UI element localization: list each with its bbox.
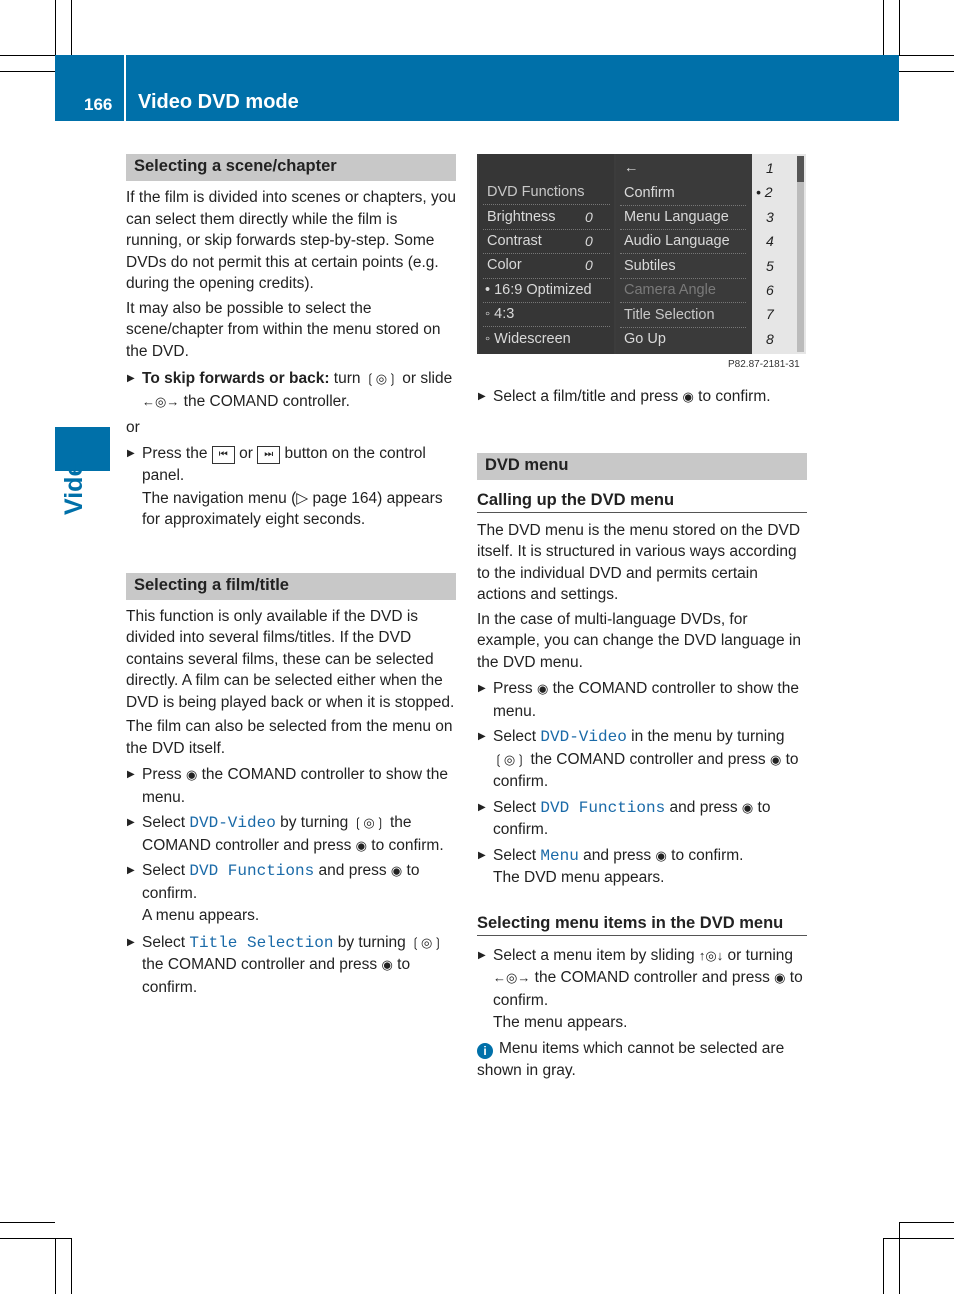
instruction-step — [126, 764, 456, 809]
screen-item: ◦ Widescreen — [485, 331, 571, 347]
crop-mark — [899, 0, 900, 55]
controller-slide-icon: ←◎→ — [493, 970, 531, 985]
step-note: The menu appears. — [493, 1014, 628, 1031]
step-note: The DVD menu appears. — [493, 869, 665, 886]
step-text: to confirm. — [493, 750, 799, 790]
step-text: to confirm. — [693, 388, 771, 405]
screen-item: Subtiles — [624, 258, 676, 274]
instruction-step — [126, 812, 456, 857]
info-text: Menu items which cannot be selected are shown in gray. — [477, 1039, 785, 1079]
instruction-step — [477, 678, 807, 723]
title-number: 4 — [766, 233, 774, 249]
step-text: the COMAND controller and press — [142, 956, 382, 973]
screen-item-disabled: Camera Angle — [624, 282, 716, 298]
menu-term: Title Selection — [189, 933, 334, 952]
instruction-step — [477, 726, 807, 794]
controller-press-icon: ◉ — [774, 970, 786, 985]
screen-divider — [620, 253, 746, 254]
crop-mark — [0, 71, 55, 72]
section-heading-dvd-menu: DVD menu — [477, 453, 807, 480]
menu-term: DVD-Video — [540, 728, 627, 746]
crop-mark — [71, 1238, 72, 1294]
controller-turn-icon: ❲◎❳ — [410, 934, 444, 950]
step-text: Select a film/title and press — [493, 388, 683, 405]
step-text: Select a menu item by sliding — [493, 946, 699, 964]
controller-press-icon: ◉ — [769, 751, 782, 767]
step-text: Select — [493, 798, 541, 816]
step-text: to confirm. — [493, 969, 803, 1009]
instruction-step — [477, 945, 807, 1034]
step-text: by turning — [333, 933, 411, 951]
instruction-step — [126, 443, 456, 531]
title-number: 1 — [766, 160, 774, 176]
step-text: Select — [142, 933, 190, 951]
step-text: the COMAND controller and press — [526, 750, 770, 768]
title-number: 6 — [766, 282, 774, 298]
right-column — [477, 386, 807, 1082]
step-text: the COMAND controller and press — [530, 969, 775, 986]
controller-slide-vertical-icon: ↑◎↓ — [698, 947, 724, 963]
menu-term: DVD-Video — [189, 814, 276, 832]
chapter-title: Video DVD mode — [138, 91, 299, 113]
crop-mark — [0, 55, 55, 56]
crop-mark — [883, 1238, 954, 1239]
step-text: Press the — [142, 444, 212, 462]
screen-value: 0 — [585, 209, 593, 225]
info-note — [477, 1038, 807, 1082]
controller-press-icon: ◉ — [536, 681, 549, 696]
screen-item: Go Up — [624, 331, 666, 347]
controller-press-icon: ◉ — [355, 837, 367, 853]
screen-item: Audio Language — [624, 233, 730, 249]
submenu-column — [616, 154, 750, 354]
instruction-step — [126, 368, 456, 413]
step-note: A menu appears. — [142, 907, 260, 924]
step-text: and press — [665, 798, 742, 816]
screen-divider — [620, 229, 746, 230]
subheading: Calling up the DVD menu — [477, 491, 807, 513]
title-number: 7 — [766, 306, 774, 322]
paragraph: This function is only available if the DVD is divided into several films/titles. If the DVD contains several films, these can be selected directly. A film can be selected either when the DVD is being played back or when it is stopped. — [126, 607, 455, 711]
menu-term: DVD Functions — [540, 798, 666, 817]
instruction-step — [126, 932, 456, 1000]
controller-press-icon: ◉ — [390, 863, 403, 878]
crop-mark — [0, 1238, 71, 1239]
step-text: or turning — [723, 946, 794, 964]
controller-slide-icon: ←◎→ — [142, 393, 180, 409]
step-text: by turning — [275, 814, 353, 831]
page-number: 166 — [84, 95, 113, 114]
screen-divider — [620, 278, 746, 279]
step-text: the COMAND controller. — [179, 392, 350, 410]
screen-item: • 16:9 Optimized — [485, 282, 592, 298]
controller-press-icon: ◉ — [682, 389, 694, 404]
controller-press-icon: ◉ — [655, 847, 667, 863]
step-text: or — [234, 444, 258, 462]
step-text: to confirm. — [366, 836, 444, 854]
screen-scrollbar — [797, 156, 804, 352]
subheading: Selecting menu items in the DVD menu — [477, 914, 807, 936]
screen-item: Color — [487, 257, 522, 273]
screen-divider — [483, 302, 610, 303]
crop-mark — [899, 55, 954, 56]
image-caption: P82.87-2181-31 — [728, 359, 800, 370]
paragraph: The film can also be selected from the menu on the DVD itself. — [126, 718, 453, 757]
title-number: 8 — [766, 331, 774, 347]
crop-mark — [883, 0, 884, 55]
step-note: The navigation menu (▷ page 164) appears for approximately eight seconds. — [142, 489, 443, 528]
info-icon: i — [477, 1043, 493, 1059]
screen-divider — [483, 253, 610, 254]
step-text: button on the control panel. — [142, 444, 426, 484]
screen-divider — [483, 229, 610, 230]
screen-item: Brightness — [487, 209, 556, 225]
screen-divider — [483, 326, 610, 327]
header-divider — [124, 55, 126, 121]
paragraph: If the film is divided into scenes or chapters, you can select them directly while the film is running, or skip forwards step-by-step. Some DVDs do not permit this at certain points (e.g. during the opening credits). — [126, 189, 456, 292]
screen-divider — [483, 278, 610, 279]
crop-mark — [55, 1238, 56, 1294]
paragraph: It may also be possible to select the scene/chapter from within the menu stored on the DVD. — [126, 299, 441, 360]
section-heading-film: Selecting a film/title — [126, 573, 456, 600]
step-text: and press — [578, 846, 656, 864]
screen-divider — [620, 327, 746, 328]
screen-divider — [620, 205, 746, 206]
instruction-step — [126, 860, 456, 927]
instruction-step — [477, 845, 807, 889]
title-number-column — [752, 154, 806, 354]
skip-back-icon: ⏮ — [212, 446, 235, 464]
step-text: the COMAND controller to show the menu. — [493, 680, 799, 720]
paragraph: The DVD menu is the menu stored on the DVD itself. It is structured in various ways according to the individual DVD and permits certain actions and settings. — [477, 521, 801, 603]
step-text: or slide — [397, 370, 453, 387]
screen-divider — [620, 302, 746, 303]
section-heading-scene: Selecting a scene/chapter — [126, 154, 456, 181]
dvd-functions-column — [479, 154, 614, 354]
step-text: the COMAND controller and press — [142, 814, 412, 854]
crop-mark — [883, 1238, 884, 1294]
crop-mark — [899, 1222, 900, 1294]
instruction-step — [477, 797, 807, 842]
controller-press-icon: ◉ — [741, 799, 754, 815]
controller-press-icon: ◉ — [185, 767, 198, 782]
instruction-step — [477, 386, 807, 409]
paragraph: In the case of multi-language DVDs, for example, you can change the DVD language in the DVD menu. — [477, 610, 801, 671]
step-text: Select — [493, 846, 541, 864]
screen-value: 0 — [585, 233, 593, 249]
screen-item: DVD Functions — [487, 184, 585, 200]
controller-turn-icon: ❲◎❳ — [364, 371, 398, 386]
left-column — [126, 154, 456, 999]
step-text: Press — [142, 766, 186, 783]
step-text: in the menu by turning — [626, 728, 785, 745]
skip-forward-icon: ⏭ — [257, 446, 280, 464]
menu-term: DVD Functions — [189, 862, 315, 880]
step-text: turn — [329, 370, 365, 387]
step-text: to confirm. — [142, 956, 411, 996]
step-text: Press — [493, 680, 537, 697]
screen-scroll-thumb — [797, 156, 804, 182]
menu-term: Menu — [540, 846, 579, 865]
crop-mark — [899, 1222, 954, 1223]
or-text: or — [126, 419, 140, 436]
back-arrow-icon: ← — [624, 160, 639, 176]
crop-mark — [899, 71, 954, 72]
title-number-selected: • 2 — [756, 184, 773, 200]
controller-press-icon: ◉ — [381, 957, 393, 972]
crop-mark — [0, 1222, 55, 1223]
step-text: and press — [314, 862, 391, 879]
screen-item: Confirm — [624, 185, 675, 201]
step-text: the COMAND controller to show the menu. — [142, 766, 448, 806]
screen-divider — [483, 204, 610, 205]
crop-mark — [55, 0, 56, 55]
step-text: to confirm. — [666, 846, 744, 864]
step-text: Select — [142, 862, 190, 879]
screen-item: Menu Language — [624, 209, 729, 225]
title-number: 5 — [766, 258, 774, 274]
step-bold: To skip forwards or back: — [142, 370, 330, 387]
step-text: Select — [142, 814, 190, 831]
step-text: to confirm. — [493, 798, 771, 838]
step-text: to confirm. — [142, 862, 420, 902]
screen-item: ◦ 4:3 — [485, 306, 515, 322]
title-number: 3 — [766, 209, 774, 225]
side-tab-label: Video — [60, 447, 88, 515]
crop-mark — [71, 0, 72, 55]
screen-value: 0 — [585, 257, 593, 273]
screen-item-highlighted: Title Selection — [624, 307, 715, 323]
step-text: Select — [493, 728, 541, 745]
screen-item: Contrast — [487, 233, 542, 249]
dvd-menu-screenshot — [477, 154, 806, 354]
controller-turn-icon: ❲◎❳ — [493, 751, 527, 767]
controller-turn-icon: ❲◎❳ — [352, 815, 386, 830]
